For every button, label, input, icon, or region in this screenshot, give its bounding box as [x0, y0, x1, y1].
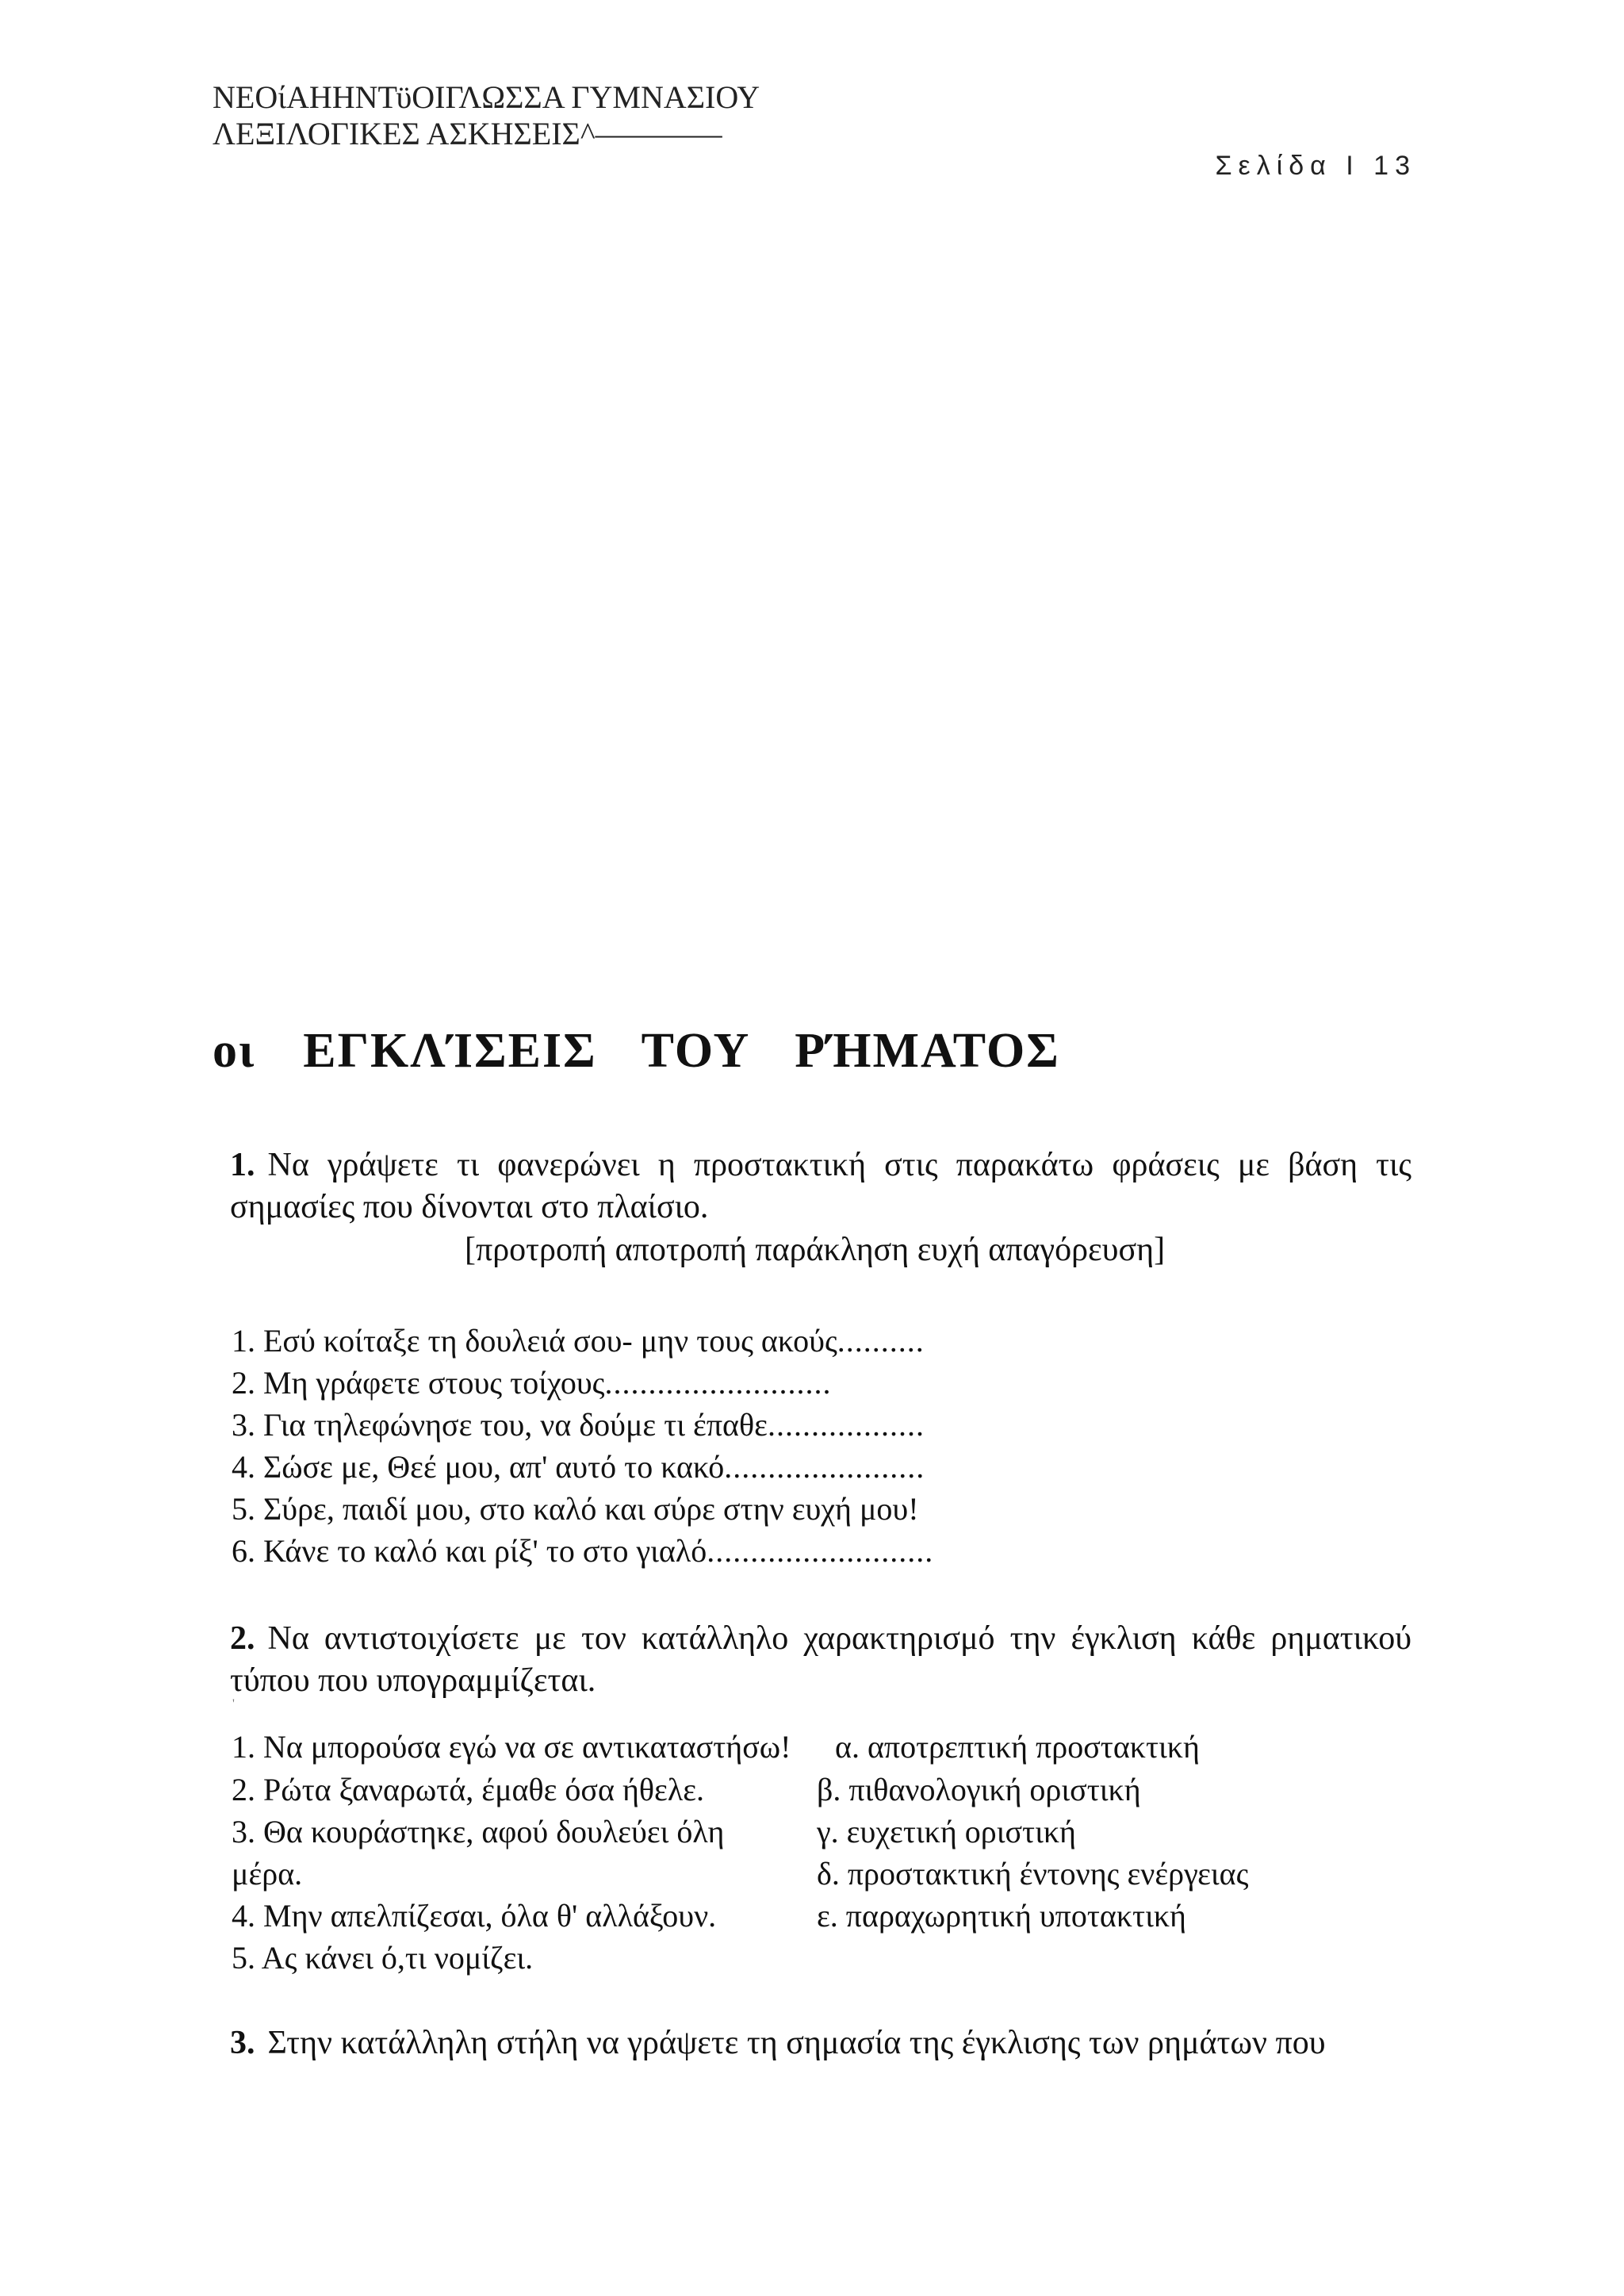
exercise-1-number: 1. [230, 1147, 255, 1183]
running-header-line2: ΛΕΞΙΛΟΓΙΚΕΣ ΑΣΚΗΣΕΙΣ^———— [213, 116, 722, 151]
ex2-left-5: 5. Ας κάνει ό,τι νομίζει. [232, 1940, 534, 1976]
ex2-left-1: 1. Να μπορούσα εγώ να σε αντικαταστήσω! [232, 1729, 791, 1765]
stray-mark: ' [232, 1697, 235, 1711]
exercise-3-text: Στην κατάλληλη στήλη να γράψετε τη σημασία της έγκλισης των ρημάτων που [267, 2025, 1326, 2061]
exercise-1-text: Να γράψετε τι φανερώνει η προστακτική στις παρακάτω φράσεις με βάση τις σημασίες που δίνονται στο πλαίσιο. [230, 1147, 1411, 1225]
ex1-item-1: 1. Εσύ κοίταξε τη δουλειά σου- μην τους ακούς.......... [232, 1323, 925, 1359]
exercise-3-instruction [230, 2022, 1411, 2064]
exercise-2-number: 2. [230, 1620, 255, 1657]
ex2-right-a: α. αποτρεπτική προστακτική [835, 1729, 1200, 1765]
ex2-right-d: δ. προστακτική έντονης ενέργειας [817, 1856, 1249, 1892]
answer-blank[interactable]: .................. [767, 1407, 925, 1443]
ex2-right-b: β. πιθανολογική οριστική [817, 1772, 1141, 1807]
title-word-2: ΤΟΥ [641, 1024, 751, 1078]
exercise-2-instruction [230, 1618, 1411, 1702]
title-word-3: ΡΉΜΑΤΟΣ [795, 1024, 1060, 1078]
ex2-right-e: ε. παραχωρητική υποτακτική [817, 1898, 1186, 1934]
ex1-item-5: 5. Σύρε, παιδί μου, στο καλό και σύρε στην ευχή μου! [232, 1491, 919, 1527]
ex2-left-3-cont: μέρα. [232, 1856, 303, 1892]
ex1-item-4: 4. Σώσε με, Θεέ μου, απ' αυτό το κακό....................... [232, 1449, 925, 1485]
ex1-item-6: 6. Κάνε το καλό και ρίξ' το στο γιαλό.......................... [232, 1533, 934, 1569]
chapter-title [213, 1023, 1060, 1079]
exercise-2-text: Να αντιστοιχίσετε με τον κατάλληλο χαρακτηρισμό την έγκλιση κάθε ρηματικού τύπου που υπογραμμίζεται. [230, 1620, 1411, 1699]
page-number: Σελίδα I 13 [1215, 151, 1416, 181]
title-prefix: οι [213, 1024, 256, 1078]
running-header-line1: ΝΕΟίΑΗΗΝΤϋΟΙΓΛΩΣΣΑ ΓΥΜΝΑΣΙΟΥ [213, 79, 760, 115]
exercise-1-instruction [230, 1144, 1411, 1228]
ex2-right-c: γ. ευχετική οριστική [817, 1814, 1076, 1849]
answer-blank[interactable]: .......... [837, 1323, 925, 1359]
answer-blank[interactable]: .......................... [604, 1365, 832, 1401]
answer-blank[interactable]: ....................... [724, 1449, 925, 1485]
options-box: [προτροπή αποτροπή παράκληση ευχή απαγόρευση] [465, 1232, 1166, 1268]
ex1-item-3: 3. Για τηλεφώνησε του, να δούμε τι έπαθε.................. [232, 1407, 925, 1443]
ex1-item-2: 2. Μη γράφετε στους τοίχους.......................... [232, 1365, 832, 1401]
exercise-3-number: 3. [230, 2025, 255, 2061]
title-word-1: ΕΓΚΛΊΣΕΙΣ [303, 1024, 597, 1078]
ex2-left-4: 4. Μην απελπίζεσαι, όλα θ' αλλάξουν. [232, 1898, 717, 1934]
answer-blank[interactable]: .......................... [707, 1533, 934, 1569]
ex2-left-3: 3. Θα κουράστηκε, αφού δουλεύει όλη [232, 1814, 725, 1849]
ex2-left-2: 2. Ρώτα ξαναρωτά, έμαθε όσα ήθελε. [232, 1772, 705, 1807]
